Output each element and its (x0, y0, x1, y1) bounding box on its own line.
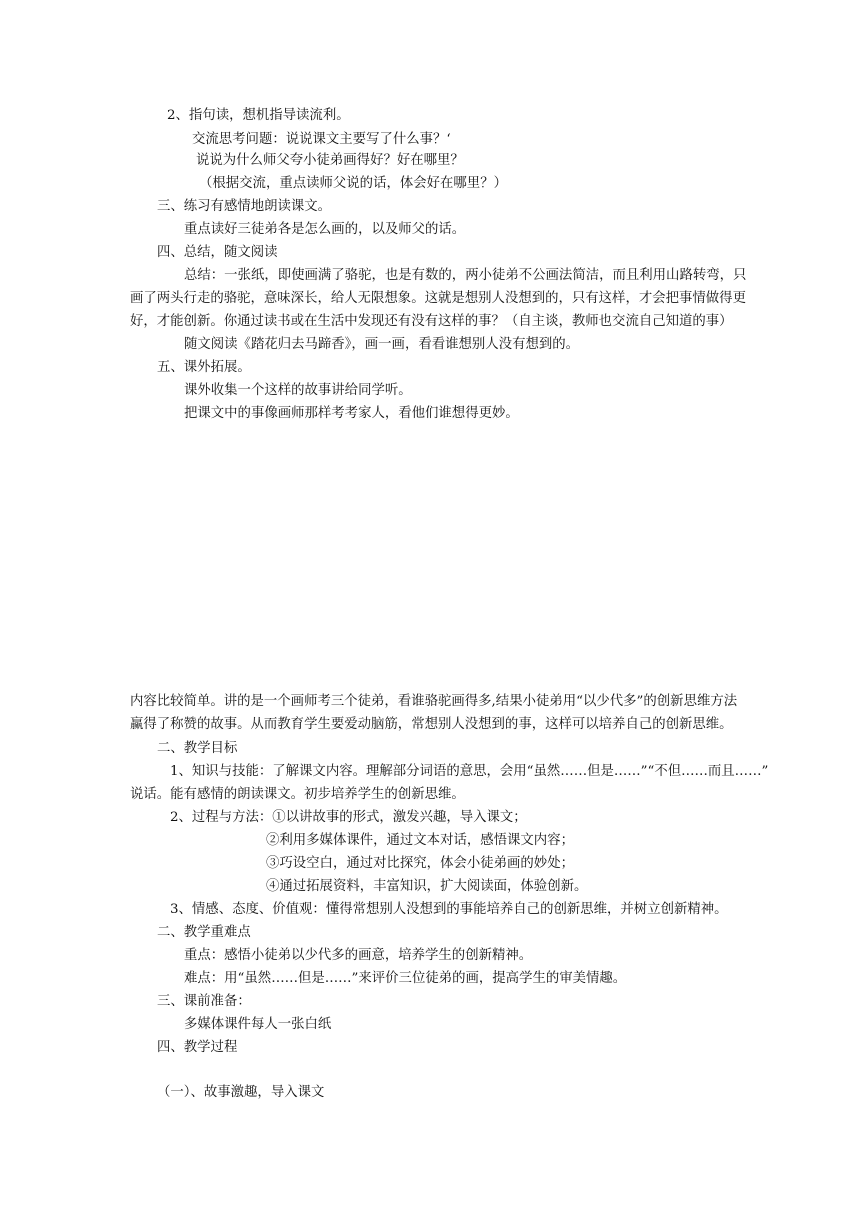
difficult-point: 难点：用“虽然……但是……”来评价三位徒弟的画，提高学生的审美情趣。 (184, 971, 627, 986)
intro-line-1: 内容比较简单。讲的是一个画师考三个徒弟，看谁骆驼画得多,结果小徒弟用“以少代多”的创新思维方法 (130, 694, 738, 709)
discussion-note: （根据交流，重点读师父说的话，体会好在哪里？） (199, 176, 507, 191)
goal-2-line-4: ④通过拓展资料，丰富知识，扩大阅读面，体验创新。 (266, 879, 588, 894)
goal-2-line-3: ③巧设空白，通过对比探究，体会小徒弟画的妙处； (266, 856, 574, 871)
summary-line-2: 画了两头行走的骆驼，意味深长，给人无限想象。这就是想别人没想到的，只有这样，才会把事情做得更 (130, 291, 746, 306)
key-point: 重点：感悟小徒弟以少代多的画意，培养学生的创新精神。 (184, 948, 533, 963)
extension-task-2: 把课文中的事像画师那样考考家人，看他们谁想得更妙。 (184, 406, 519, 421)
step-2-line: 2、指句读，想机指导读流利。 (167, 108, 350, 123)
discussion-question-2: 说说为什么师父夸小徒弟画得好？好在哪里？ (196, 153, 464, 168)
goal-3-line: 3、情感、态度、价值观：懂得常想别人没想到的事能培养自己的创新思维，并树立创新精神。 (170, 902, 728, 917)
goal-1-line-1: 1、知识与技能：了解课文内容。理解部分词语的意思，会用“虽然……但是……”“不但……而且……” (170, 764, 769, 779)
heading-preparation: 三、课前准备： (157, 994, 251, 1009)
intro-line-2: 赢得了称赞的故事。从而教育学生要爱动脑筋，常想别人没想到的事，这样可以培养自己的创新思维。 (130, 717, 733, 732)
discussion-question-1: 交流思考问题：说说课文主要写了什么事？‘ (192, 132, 451, 147)
preparation-items: 多媒体课件每人一张白纸 (184, 1017, 332, 1032)
extension-task-1: 课外收集一个这样的故事讲给同学听。 (184, 383, 412, 398)
heading-practice-reading: 三、练习有感情地朗读课文。 (157, 199, 332, 214)
heading-summary: 四、总结，随文阅读 (157, 245, 278, 260)
practice-focus: 重点读好三徒弟各是怎么画的，以及师父的话。 (184, 222, 466, 237)
heading-teaching-goals: 二、教学目标 (157, 741, 238, 756)
heading-extension: 五、课外拓展。 (157, 360, 251, 375)
heading-key-points: 二、教学重难点 (157, 925, 251, 940)
summary-line-1: 总结：一张纸，即使画满了骆驼，也是有数的，两小徒弟不公画法简洁，而且利用山路转弯，只 (184, 268, 747, 283)
goal-2-line-2: ②利用多媒体课件，通过文本对话，感悟课文内容； (266, 833, 574, 848)
heading-teaching-process: 四、教学过程 (157, 1040, 238, 1055)
goal-2-line-1: 2、过程与方法：①以讲故事的形式，激发兴趣，导入课文； (170, 810, 527, 825)
goal-1-line-2: 说话。能有感情的朗读课文。初步培养学生的创新思维。 (130, 787, 465, 802)
extended-reading: 随文阅读《踏花归去马蹄香》，画一画，看看谁想别人没有想到的。 (184, 337, 580, 352)
process-step-1: （一）、故事激趣，导入课文 (157, 1085, 325, 1100)
summary-line-3: 好，才能创新。你通过读书或在生活中发现还有没有这样的事？（自主谈，教师也交流自己知道的事） (130, 314, 733, 329)
